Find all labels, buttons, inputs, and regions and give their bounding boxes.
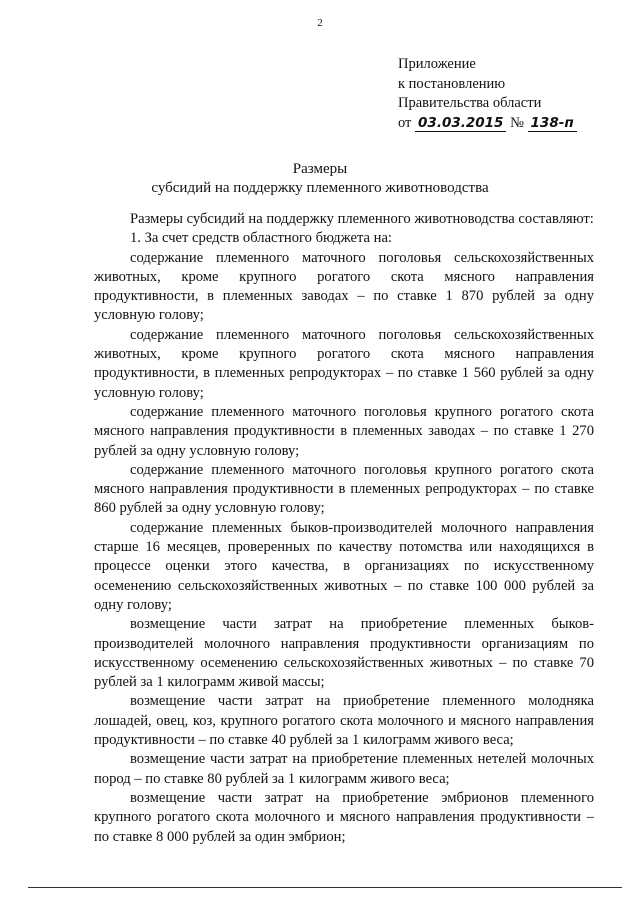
handwritten-date: 03.03.2015	[415, 116, 506, 132]
paragraph: возмещение части затрат на приобретение племенного молодняка лошадей, овец, коз, крупного рогатого скота молочного и мясного направления продуктивности – по ставке 40 рублей за 1 килограмм живого веса;	[94, 693, 594, 749]
page-number: 2	[317, 17, 323, 29]
paragraph: содержание племенного маточного поголовья крупного рогатого скота мясного направления продуктивности в племенных репродукторах – по ставке 860 рублей за одну условную голову;	[94, 461, 594, 517]
document-title	[0, 160, 640, 198]
title-line-2: субсидий на поддержку племенного животноводства	[151, 180, 489, 196]
handwritten-number: 138-п	[528, 116, 577, 132]
paragraph: содержание племенного маточного поголовья сельскохозяйственных животных, кроме крупного рогатого скота мясного направления продуктивности, в племенных репродукторах – по ставке 1 560 рублей за одну условную голову;	[94, 326, 594, 401]
bottom-rule	[28, 887, 622, 888]
paragraph: возмещение части затрат на приобретение племенных быков-производителей молочного направления продуктивности организациям по искусственному осеменению сельскохозяйственных животных – по ставке 70 рублей за 1 килограмм живой массы;	[94, 616, 594, 691]
appendix-line-3: Правительства области	[398, 95, 542, 111]
title-line-1: Размеры	[292, 161, 348, 177]
appendix-block	[398, 55, 577, 133]
document-body	[94, 210, 594, 847]
paragraph: содержание племенного маточного поголовья сельскохозяйственных животных, кроме крупного рогатого скота мясного направления продуктивности, в племенных заводах – по ставке 1 870 рублей за одну условную голову;	[94, 249, 594, 324]
paragraph: Размеры субсидий на поддержку племенного животноводства составляют:	[130, 211, 594, 227]
paragraph: возмещение части затрат на приобретение племенных нетелей молочных пород – по ставке 80 рублей за 1 килограмм живого веса;	[94, 751, 594, 787]
number-label: №	[510, 114, 524, 131]
from-label: от	[398, 114, 412, 131]
paragraph: содержание племенного маточного поголовья крупного рогатого скота мясного направления продуктивности в племенных заводах – по ставке 1 270 рублей за одну условную голову;	[94, 403, 594, 459]
appendix-line-1: Приложение	[398, 56, 476, 72]
paragraph: содержание племенных быков-производителей молочного направления старше 16 месяцев, проверенных по качеству потомства или находящихся в процессе оценки этого качества, в организациях по искусственному осеменению сельскохозяйственных животных – по ставке 100 000 рублей за одну голову;	[94, 519, 594, 613]
appendix-line-2: к постановлению	[398, 75, 506, 92]
appendix-date-line	[398, 114, 577, 134]
paragraph: возмещение части затрат на приобретение эмбрионов племенного крупного рогатого скота молочного и мясного направления продуктивности – по ставке 8 000 рублей за один эмбрион;	[94, 789, 594, 845]
paragraph: 1. За счет средств областного бюджета на:	[130, 230, 392, 247]
